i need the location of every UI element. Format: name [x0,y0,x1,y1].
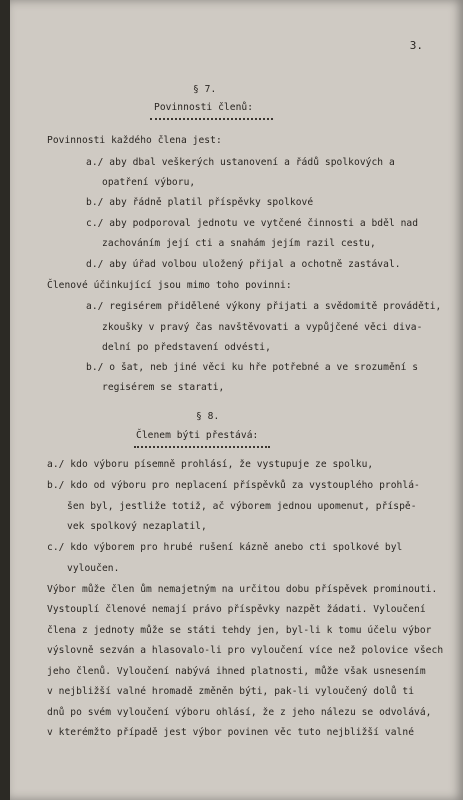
section-7-performer-item-a-cont-1: zkoušky v pravý čas navštěvovati a vypůjčené věci diva- [102,322,423,333]
section-8-item-c: c./ kdo výborem pro hrubé rušení kázně anebo cti spolkové byl [47,542,403,553]
section-8-title: Členem býti přestává: [136,430,259,441]
section-8-paragraph-line-4: výslovně sezván a hlasovalo-li pro vyloučení více než polovice všech [47,645,444,656]
section-7-performers-intro: Členové účinkující jsou mimo toho povinni: [47,280,292,291]
section-8-paragraph-line-5: jeho členů. Vyloučení nabývá ihned platnosti, může však usnesením [47,666,426,677]
section-7-item-b: b./ aby řádně platil příspěvky spolkové [86,197,314,208]
section-7-intro: Povinnosti každého člena jest: [47,135,222,146]
section-8-heading: § 8. [196,411,220,422]
section-7-item-a-cont: opatření výboru, [102,177,196,188]
section-8-item-b: b./ kdo od výboru pro neplacení příspěvků za vystouplého prohlá- [47,480,420,491]
section-8-paragraph-line-7: dnů po svém vyloučení výboru ohlásí, že z jeho nálezu se odvolává, [47,707,432,718]
section-7-performer-item-a-cont-2: delní po představení odvésti, [102,342,271,353]
section-8-paragraph-line-6: v nejbližší valné hromadě změněn býti, pak-li vyloučený dolů ti [47,686,415,697]
section-7-performer-item-a: a./ regisérem přidělené výkony přijati a svědomitě prováděti, [86,301,442,312]
section-8-paragraph-line-3: člena z jednoty může se státi tehdy jen, byl-li k tomu účelu výbor [47,625,432,636]
section-8-paragraph-line-8: v kterémžto případě jest výbor povinen věc tuto nejbližší valné [47,727,415,738]
page-number: 3. [409,39,423,52]
section-7-item-a: a./ aby dbal veškerých ustanovení a řádů spolkových a [86,157,395,168]
section-8-paragraph-line-1: Výbor může člen ům nemajetným na určitou dobu příspěvek prominouti. [47,584,438,595]
section-8-item-c-cont: vyloučen. [67,563,120,574]
section-8-title-underline [134,446,270,448]
section-8-item-b-cont-2: vek spolkový nezaplatil, [67,521,207,532]
section-7-heading: § 7. [193,84,217,95]
section-7-title-underline [150,118,273,120]
section-7-performer-item-b: b./ o šat, neb jiné věci ku hře potřebné a ve srozumění s [86,362,419,373]
section-8-item-a: a./ kdo výboru písemně prohlásí, že vystupuje ze spolku, [47,459,374,470]
section-7-item-c-cont: zachováním její cti a snahám jejím razil cestu, [102,238,376,249]
document-page [10,0,463,800]
section-7-title: Povinnosti členů: [154,102,254,113]
section-7-performer-item-b-cont: regisérem se starati, [102,382,225,393]
section-7-item-c: c./ aby podporoval jednotu ve vytčené činnosti a bděl nad [86,218,419,229]
section-8-item-b-cont-1: šen byl, jestliže totiž, ač výborem jednou upomenut, příspě- [67,501,417,512]
section-8-paragraph-line-2: Vystouplí členové nemají právo příspěvky nazpět žádati. Vyloučení [47,604,426,615]
section-7-item-d: d./ aby úřad volbou uložený přijal a ochotně zastával. [86,259,401,270]
